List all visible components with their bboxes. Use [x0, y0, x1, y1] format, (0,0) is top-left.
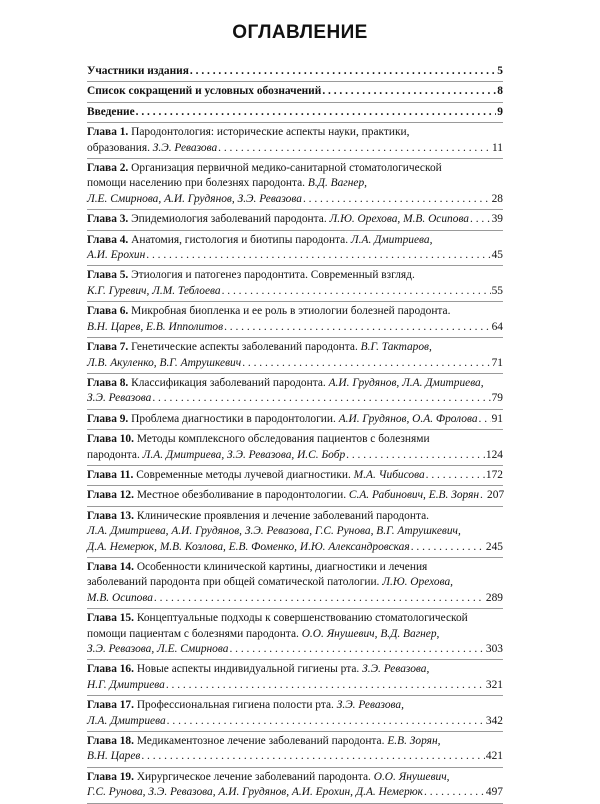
toc-entry-text	[87, 468, 425, 483]
toc-entry-text	[87, 433, 430, 445]
toc-entry[interactable]	[87, 507, 503, 558]
toc-entry-line	[87, 304, 503, 319]
toc-entry[interactable]	[87, 231, 503, 267]
toc-entry-line	[87, 161, 503, 176]
toc-entry-text	[87, 561, 427, 573]
toc-entry-line	[87, 233, 503, 248]
chapter-number: Глава 7.	[87, 341, 129, 354]
page-number: 497	[485, 786, 503, 799]
authors: А.И. Ерохин	[87, 249, 146, 262]
toc-entry[interactable]	[87, 430, 503, 466]
toc-entry-line	[87, 192, 503, 207]
page-number: 11	[492, 141, 503, 154]
toc-entry-line	[87, 734, 503, 749]
toc-entry-text	[87, 284, 221, 299]
page-number: 79	[491, 392, 503, 405]
authors: К.Г. Гуревич, Л.М. Теблоева	[87, 284, 221, 297]
dot-leader	[424, 785, 485, 800]
page-number: 64	[491, 320, 503, 333]
toc-entry-line	[87, 488, 503, 503]
authors: Л.Ю. Орехова, М.В. Осипова	[329, 213, 470, 226]
page-number: 207	[487, 489, 505, 502]
toc-entry[interactable]	[87, 486, 503, 506]
authors: Е.В. Зорян,	[387, 735, 441, 748]
chapter-title: Медикаментозное лечение заболеваний пародонта.	[133, 735, 388, 748]
chapter-title: Новые аспекты индивидуальной гигиены рта.	[133, 663, 363, 676]
toc-entry[interactable]	[87, 159, 503, 210]
toc-entry-text	[87, 612, 468, 624]
dot-leader	[480, 488, 486, 503]
page-number: 55	[491, 284, 503, 297]
toc-entry-text	[87, 714, 166, 729]
toc-entry[interactable]	[87, 123, 503, 159]
toc-entry-text	[87, 448, 345, 463]
toc-entry-line	[87, 509, 503, 524]
chapter-number: Глава 4.	[87, 233, 129, 246]
toc-entry-text	[87, 64, 189, 79]
toc-entry-text	[87, 735, 440, 747]
page-number: 321	[485, 678, 503, 691]
dot-leader	[242, 356, 490, 371]
authors: О.О. Янушевич, В.Д. Вагнер,	[301, 627, 440, 640]
chapter-title: Этиология и патогенез пародонтита. Современный взгляд.	[128, 269, 415, 282]
toc-entry[interactable]	[87, 768, 503, 804]
authors: М.В. Осипова	[87, 591, 153, 604]
toc-entry-text	[87, 525, 461, 537]
chapter-title: Микробная биопленка и ее роль в этиологии болезней пародонта.	[128, 305, 451, 318]
chapter-number: Глава 6.	[87, 305, 129, 318]
chapter-number: Глава 9.	[87, 412, 129, 425]
chapter-title: образования.	[87, 141, 153, 154]
toc-entry[interactable]	[87, 696, 503, 732]
toc-entry-line	[87, 678, 503, 693]
toc-entry[interactable]	[87, 266, 503, 302]
authors: О.О. Янушевич,	[373, 770, 450, 783]
toc-entry-text	[87, 141, 217, 156]
dot-leader	[218, 141, 491, 156]
page-number: 71	[491, 356, 503, 369]
dot-leader	[146, 248, 490, 263]
toc-entry-text	[87, 510, 429, 522]
toc-entry-text	[87, 642, 228, 657]
authors: А.И. Грудянов, Л.А. Дмитриева,	[328, 376, 484, 389]
chapter-title: Концептуальные подходы к совершенствованию стоматологической	[133, 612, 468, 625]
page-number: 39	[491, 213, 503, 226]
toc-entry-text	[87, 126, 409, 138]
chapter-title: Современные методы лучевой диагностики.	[133, 468, 354, 481]
authors: Л.А. Дмитриева	[87, 714, 166, 727]
toc-entry-text	[87, 663, 429, 675]
toc-entry-text	[87, 269, 415, 281]
toc-entry-line	[87, 248, 503, 263]
chapter-title: Особенности клинической картины, диагностики и лечения	[133, 560, 428, 573]
authors: З.Э. Ревазова	[152, 141, 218, 154]
authors: В.Н. Царев	[87, 750, 141, 763]
dot-leader	[346, 448, 485, 463]
toc-entry-line	[87, 642, 503, 657]
toc-entry-line	[87, 662, 503, 677]
toc-entry-text	[87, 628, 439, 640]
authors: З.Э. Ревазова, Л.Е. Смирнова	[87, 643, 229, 655]
toc-entry-text	[87, 391, 151, 406]
toc-entry-text	[87, 576, 453, 588]
toc-entry-line	[87, 356, 503, 371]
toc-entry-text	[87, 84, 321, 99]
authors: Л.Ю. Орехова,	[382, 576, 453, 589]
chapter-title: Профессиональная гигиена полости рта.	[133, 699, 337, 712]
chapter-title: помощи пациентам с болезнями пародонта.	[87, 627, 302, 640]
toc-entry-text	[87, 356, 241, 371]
chapter-number: Глава 18.	[87, 735, 134, 748]
toc-entry[interactable]	[87, 466, 503, 486]
page-title: ОГЛАВЛЕНИЕ	[232, 22, 368, 43]
chapter-title: Пародонтология: исторические аспекты науки, практики,	[128, 126, 410, 139]
page-number: 8	[497, 85, 503, 98]
authors: А.И. Грудянов, О.А. Фролова	[338, 412, 478, 425]
page-number: 124	[485, 448, 503, 461]
authors: С.А. Рабинович, Е.В. Зорян	[348, 489, 480, 502]
chapter-number: Глава 14.	[87, 560, 134, 573]
toc-entry-line	[87, 785, 503, 800]
toc-entry-line	[87, 176, 503, 191]
authors: З.Э. Ревазова	[87, 392, 152, 405]
toc-entry[interactable]	[87, 210, 503, 230]
toc-entry-line	[87, 340, 503, 355]
dot-leader	[167, 714, 485, 729]
toc-entry-line	[87, 284, 503, 299]
toc-entry-line	[87, 391, 503, 406]
chapter-title: Клинические проявления и лечение заболеваний пародонта.	[133, 509, 429, 522]
toc-entry-line	[87, 141, 503, 156]
toc-entry-text	[87, 412, 478, 427]
toc-entry-line	[87, 212, 503, 227]
chapter-number: Глава 12.	[87, 489, 134, 502]
chapter-title: Генетические аспекты заболеваний пародонта.	[128, 341, 361, 354]
authors: Л.Е. Смирнова, А.И. Грудянов, З.Э. Ревазова	[87, 192, 302, 205]
chapter-number: Глава 5.	[87, 269, 129, 282]
toc-entry-text	[87, 488, 479, 503]
toc-entry[interactable]	[87, 374, 503, 410]
dot-leader	[222, 284, 491, 299]
chapter-number: Глава 15.	[87, 612, 134, 625]
chapter-title: Список сокращений и условных обозначений	[87, 85, 322, 98]
toc-entry-line	[87, 268, 503, 283]
chapter-title: Организация первичной медико-санитарной стоматологической	[128, 162, 442, 175]
toc-entry[interactable]	[87, 103, 503, 123]
chapter-title: Проблема диагностики в пародонтологии.	[128, 412, 339, 425]
authors: М.А. Чибисова	[353, 468, 425, 481]
toc-entry-text	[87, 341, 432, 353]
toc-entry[interactable]	[87, 302, 503, 338]
chapter-title: Участники издания	[87, 65, 189, 77]
toc-entry-text	[87, 248, 145, 263]
toc-entry-text	[87, 192, 302, 207]
toc-entry-text	[87, 105, 135, 120]
toc-entry-line	[87, 575, 503, 590]
toc-entry[interactable]	[87, 338, 503, 374]
toc-entry-line	[87, 611, 503, 626]
toc-entry-line	[87, 591, 503, 606]
chapter-title: Местное обезболивание в пародонтологии.	[133, 489, 349, 502]
table-of-contents	[87, 62, 503, 804]
dot-leader	[470, 212, 491, 227]
chapter-number: Глава 2.	[87, 162, 129, 175]
toc-entry-text	[87, 377, 484, 389]
authors: Л.А. Дмитриева, А.И. Грудянов, З.Э. Ревазова, Г.С. Рунова, В.Г. Атрушкевич,	[87, 525, 461, 538]
authors: З.Э. Ревазова,	[362, 663, 430, 676]
toc-entry-line	[87, 524, 503, 539]
toc-entry-text	[87, 162, 442, 174]
toc-entry-text	[87, 591, 153, 606]
toc-entry-line	[87, 105, 503, 120]
toc-entry[interactable]	[87, 82, 503, 102]
toc-entry-line	[87, 560, 503, 575]
chapter-number: Глава 8.	[87, 376, 129, 389]
toc-entry[interactable]	[87, 558, 503, 609]
chapter-title: Хирургическое лечение заболеваний пародонта.	[133, 770, 374, 783]
authors: В.Г. Тактаров,	[360, 341, 432, 354]
toc-entry-text	[87, 305, 450, 317]
dot-leader	[136, 105, 497, 120]
dot-leader	[190, 64, 496, 79]
authors: В.Д. Вагнер,	[307, 177, 367, 190]
toc-entry-line	[87, 432, 503, 447]
toc-entry-text	[87, 320, 223, 335]
chapter-number: Глава 11.	[87, 468, 134, 481]
page-number: 421	[485, 750, 503, 763]
toc-entry-text	[87, 771, 450, 783]
toc-entry[interactable]	[87, 660, 503, 696]
page-number: 303	[485, 643, 503, 655]
authors: З.Э. Ревазова,	[336, 699, 404, 712]
authors: Г.С. Рунова, З.Э. Ревазова, А.И. Грудянов, А.И. Ерохин, Д.А. Немерюк	[87, 786, 423, 799]
toc-entry-line	[87, 749, 503, 764]
dot-leader	[229, 642, 484, 657]
toc-entry-line	[87, 627, 503, 642]
chapter-number: Глава 1.	[87, 126, 129, 139]
toc-entry-line	[87, 448, 503, 463]
toc-entry-line	[87, 698, 503, 713]
toc-entry-text	[87, 785, 423, 800]
toc-entry-text	[87, 212, 469, 227]
authors: Л.В. Акуленко, В.Г. Атрушкевич	[87, 356, 242, 369]
authors: Л.А. Дмитриева, З.Э. Ревазова, И.С. Бобр	[142, 448, 346, 461]
toc-entry[interactable]	[87, 62, 503, 82]
authors: В.Н. Царев, Е.В. Ипполитов	[87, 320, 224, 333]
dot-leader	[322, 84, 496, 99]
toc-entry-line	[87, 84, 503, 99]
chapter-number: Глава 3.	[87, 213, 129, 226]
toc-entry-line	[87, 714, 503, 729]
dot-leader	[479, 412, 491, 427]
chapter-title: помощи населению при болезнях пародонта.	[87, 177, 308, 190]
page-number: 245	[485, 540, 503, 553]
chapter-number: Глава 17.	[87, 699, 134, 712]
chapter-number: Глава 10.	[87, 433, 134, 446]
dot-leader	[154, 591, 485, 606]
page-number: 342	[485, 714, 503, 727]
dot-leader	[166, 678, 485, 693]
dot-leader	[426, 468, 485, 483]
toc-entry-line	[87, 64, 503, 79]
toc-entry-line	[87, 468, 503, 483]
page-number: 28	[491, 192, 503, 205]
page-number: 9	[497, 105, 503, 118]
toc-entry[interactable]	[87, 410, 503, 430]
chapter-title: Анатомия, гистология и биотипы пародонта.	[128, 233, 351, 246]
chapter-title: пародонта.	[87, 448, 143, 461]
toc-entry[interactable]	[87, 609, 503, 660]
toc-entry-line	[87, 376, 503, 391]
toc-entry-text	[87, 234, 432, 246]
toc-entry-line	[87, 770, 503, 785]
chapter-title: Введение	[87, 105, 135, 118]
toc-entry-line	[87, 540, 503, 555]
chapter-title: Эпидемиология заболеваний пародонта.	[128, 213, 330, 226]
page-number: 91	[491, 412, 503, 425]
chapter-number: Глава 16.	[87, 663, 134, 676]
toc-entry-text	[87, 699, 404, 711]
page-number: 289	[485, 591, 503, 604]
chapter-number: Глава 19.	[87, 770, 134, 783]
page-number: 5	[497, 65, 503, 77]
dot-leader	[141, 749, 485, 764]
toc-entry-text	[87, 749, 140, 764]
chapter-title: заболеваний пародонта при общей соматической патологии.	[87, 576, 383, 589]
chapter-title: Методы комплексного обследования пациентов с болезнями	[133, 433, 430, 446]
authors: Н.Г. Дмитриева	[87, 678, 165, 691]
toc-entry-text	[87, 678, 165, 693]
toc-entry-text	[87, 177, 367, 189]
toc-entry-line	[87, 412, 503, 427]
page-number: 172	[485, 468, 503, 481]
dot-leader	[303, 192, 491, 207]
toc-entry-text	[87, 540, 410, 555]
chapter-title: Классификация заболеваний пародонта.	[128, 376, 329, 389]
authors: Д.А. Немерюк, М.В. Козлова, Е.В. Фоменко, И.Ю. Александровская	[87, 540, 410, 553]
dot-leader	[224, 320, 491, 335]
toc-entry-line	[87, 125, 503, 140]
page-number: 45	[491, 249, 503, 262]
authors: Л.А. Дмитриева,	[350, 233, 433, 246]
dot-leader	[152, 391, 490, 406]
chapter-number: Глава 13.	[87, 509, 134, 522]
dot-leader	[411, 540, 485, 555]
toc-entry-line	[87, 320, 503, 335]
